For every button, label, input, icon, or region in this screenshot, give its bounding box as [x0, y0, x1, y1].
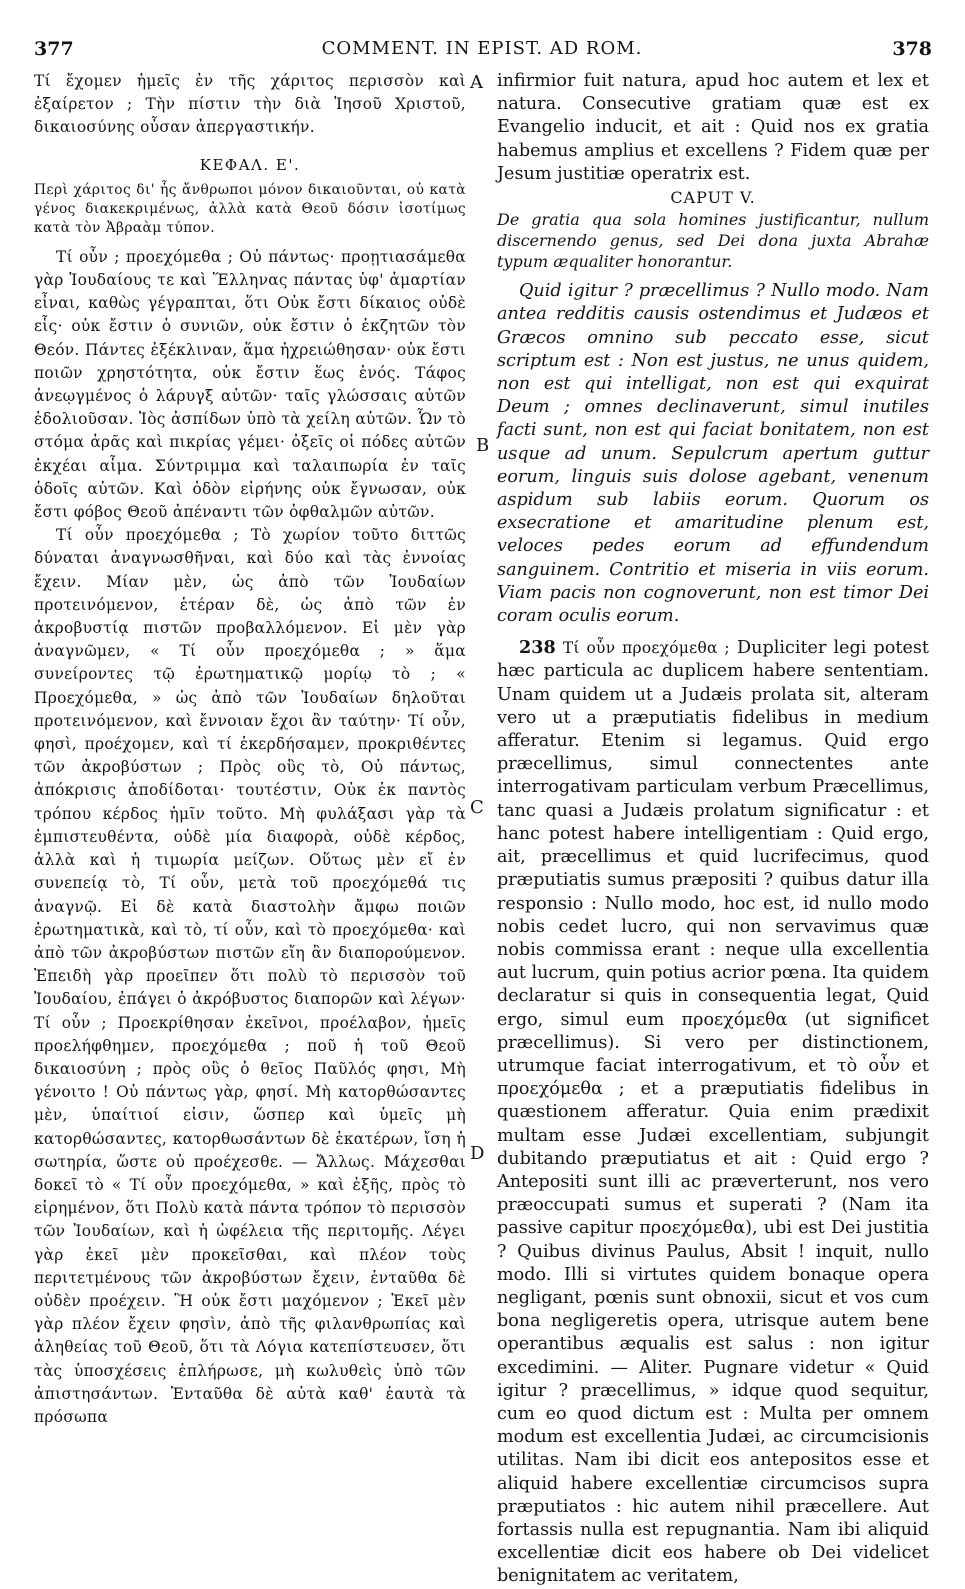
latin-column [497, 70, 929, 1587]
latin-paragraph-1-lead: Quid igitur ? præcellimus ? Nullo modo. [519, 281, 881, 302]
page-number-left: 377 [34, 38, 74, 60]
greek-intro: Τί ἔχομεν ἡμεῖς ἐν τῆς χάριτος περισσὸν καὶ ἐξαίρετον ; Τὴν πίστιν τὴν διὰ Ἰησοῦ Χριστοῦ, δικαιοσύνης οὖσαν ἀπεργαστικήν. [34, 72, 466, 137]
greek-column [34, 70, 466, 1540]
latin-paragraph-1-text: Nam antea redditis causis ostendimus et Judæos et Græcos omnino sub peccato esse, sicut scriptum est : Non est justus, ne unus quidem, non est qui intelligat, non est qui exquirat Deum ; omnes declinaverunt, simul inutiles facti sunt, non est qui faciat bonitatem, non est usque ad unum. Sepulcrum apertum guttur eorum, linguis suis dolose agebant, venenum aspidum sub labiis eorum. Quorum os exsecratione et amaritudine plenum est, veloces pedes eorum ad effundendum sanguinem. Contritio et miseria in viis eorum. Viam pacis non cognoverunt, non est timor Dei coram oculis eorum. [497, 281, 929, 627]
latin-chapter-heading: CAPUT V. [670, 188, 756, 208]
greek-chapter-heading: ΚΕΦΑΛ. Ε'. [199, 155, 301, 174]
latin-paragraph-2-text: Dupliciter legi potest hæc particula ac duplicem habere sententiam. Unam quidem ut a Judæis prolata sit, alteram vero ut a præputiatis fidelibus in medium afferatur. Etenim si legamus. Quid ergo præcellimus, simul connectentes ante interrogativam particulam verbum Præcellimus, tanc quasi a Judæis prolatum significatur : et hanc potest habere intelligentiam : Quid ergo, ait, præcellimus et quid lucrifecimus, quod præputiatis sumus præpositi ? quibus datur illa responsio : Nullo modo, hoc est, id nullo modo nobis cedet lucro, qui non servavimus quæ nobis commissa erant : neque ulla excellentia aut lucrum, quin potius acrior pœna. Ita quidem declaratur si quis in consequentia legat, Quid ergo, simul eum προεχόμεθα (ut significet præcellimus). Si vero per distinctionem, utrumque faciat interrogativum, et τὸ οὖν et προεχόμεθα ; et a præputiatis fidelibus in quæstionem afferatur. Quia enim prædixit multam esse Judæi excellentiam, subjungit dubitando præputiatus et ait : Quid ergo ? Antepositi sunt illi ac præverterunt, nos vero præoccupati sumus et superati ? (Nam ita passive capitur προεχόμεθα), ubi est Dei justitia ? Quibus divinus Paulus, Absit ! inquit, nullo modo. Illi si virtutes quidem bonaque opera negligant, pœnis sunt obnoxii, sicut et vos cum bona negligeretis opera, utrisque autem bene operantibus æqualis est salus : non igitur excedimini. — Aliter. Pugnare videtur « Quid igitur ? præcellimus, » idque quod sequitur, cum eo quod dictum est : Multa per omnem modum est excellentia Judæi, ac circumcisionis utilitas. Nam ibi dicit eos antepositos esse et aliquid habere excellentiæ circumcisos supra præputiatos : hic autem nihil præcellere. Aut fortassis nulla est repugnantia. Nam ibi aliquid excellentiæ dicit eos habere ob Dei videlicet benignitatem ac veritatem, [497, 638, 929, 1587]
latin-intro: infirmior fuit natura, apud hoc autem et lex et natura. Consecutive gratiam quæ est ex Evangelio inducit, et ait : Quid nos ex gratia habemus amplius et excellens ? Fidem quæ per Jesum justitiæ operatrix est. [497, 71, 929, 184]
latin-chapter-summary: De gratia qua sola homines justificantur, nullum discernendo genus, sed Dei dona juxta Abrahæ typum æqualiter honorantur. [497, 210, 929, 272]
greek-paragraph-2: Τί οὖν προεχόμεθα ; Τὸ χωρίον τοῦτο διττῶς δύναται ἀναγνωσθῆναι, καὶ δύο καὶ τὰς ἐννοίας ἔχειν. Μίαν μὲν, ὡς ἀπὸ τῶν Ἰουδαίων προτεινόμενον, ἑτέραν δὲ, ὡς ἀπὸ τῶν ἐν ἀκροβυστίᾳ πιστῶν προβαλλόμενον. Εἰ μὲν γὰρ ἀναγνῶμεν, « Τί οὖν προεχόμεθα ; » ἅμα συνείροντες τῷ ἐρωτηματικῷ μορίῳ τὸ ; « Προεχόμεθα, » ὡς ἀπὸ τῶν Ἰουδαίων δηλοῦται προτεινόμενον, καὶ ἔννοιαν ἔχοι ἂν ταύτην· Τί οὖν, φησὶ, προέχομεν, καὶ τί ἐκερδήσαμεν, προκριθέντες τῶν ἀκροβύστων ; Πρὸς οὓς τὸ, Οὐ πάντως, ἀπόκρισις ἀποδίδοται· τουτέστιν, Οὐκ ἐκ παντὸς τρόπου κέρδος ἡμῖν τοῦτο. Μὴ φυλάξασι γὰρ τὰ ἐμπιστευθέντα, οὐδὲ μία διαφορὰ, οὐδὲ κέρδος, ἀλλὰ καὶ ἡ τιμωρία μείζων. Οὕτως μὲν εἴ ἐν συνεπείᾳ τὸ, Τί οὖν, μετὰ τοῦ προεχόμεθά τις ἀναγνῷ. Εἰ δὲ κατὰ διαστολὴν ἄμφω ποιῶν ἐρωτηματικὰ, καὶ τὸ, τί οὖν, καὶ τὸ προεχόμεθα· καὶ ἀπὸ τῶν ἀκροβύστων πιστῶν εἴη ἂν διαπορούμενον. Ἐπειδὴ γὰρ προεῖπεν ὅτι πολὺ τὸ περισσὸν τοῦ Ἰουδαίου, ἐπάγει ὁ ἀκρόβυστος διαπορῶν καὶ λέγων· Τί οὖν ; Προεκρίθησαν ἐκεῖνοι, προέλαβον, ἡμεῖς προελήφθημεν, προεχόμεθα ; ποῦ ἡ τοῦ Θεοῦ δικαιοσύνη ; πρὸς οὓς ὁ θεῖος Παῦλός φησι, Μὴ γένοιτο ! Οὐ πάντως γὰρ, φησί. Μὴ κατορθώσαντες μὲν, ὑπαίτιοί εἰσιν, ὥσπερ καὶ ὑμεῖς μὴ κατορθώσαντες, κατορθωσάντων δὲ ἑκατέρων, ἴση ἡ σωτηρία, ὥστε οὐ προέχεσθε. — Ἄλλως. Μάχεσθαι δοκεῖ τὸ « Τί οὖν προεχόμεθα, » καὶ ἑξῆς, πρὸς τὸ εἰρημένον, ὅτι Πολὺ κατὰ πάντα τρόπον τὸ περισσὸν τῶν Ἰουδαίων, καὶ ἡ ὠφέλεια τῆς περιτομῆς. Λέγει γὰρ ἐκεῖ μὲν προκεῖσθαι, καὶ πλέον τοὺς περιτετμένους τῶν ἀκροβύστων ἔχειν, ἐνταῦθα δὲ οὐδὲν προέχειν. Ἢ οὐκ ἔστι μαχόμενον ; Ἐκεῖ μὲν γὰρ πλέον ἔχειν φησὶν, ἀπὸ τῆς φιλανθρωπίας καὶ ἀληθείας τοῦ Θεοῦ, ὅτι τὰ Λόγια κατεπίστευσεν, ὅτι τὰς ὑποσχέσεις ἐπλήρωσε, μὴ κωλυθεὶς ὑπὸ τῶν ἀπιστησάντων. Ἐνταῦθα δὲ αὐτὰ καθ' ἑαυτὰ τὰ πρόσωπα [34, 526, 466, 1426]
greek-paragraph-1: Τί οὖν ; προεχόμεθα ; Οὐ πάντως· προῃτιασάμεθα γὰρ Ἰουδαίους τε καὶ Ἕλληνας πάντας ὑφ' ἁμαρτίαν εἶναι, καθὼς γέγραπται, ὅτι Οὐκ ἔστι δίκαιος οὐδὲ εἷς· οὐκ ἔστιν ὁ συνιῶν, οὐκ ἔστιν ὁ ἐκζητῶν τὸν Θεόν. Πάντες ἐξέκλιναν, ἅμα ἠχρειώθησαν· οὐκ ἔστι ποιῶν χρηστότητα, οὐκ ἔστιν ἕως ἑνός. Τάφος ἀνεῳγμένος ὁ λάρυγξ αὐτῶν· ταῖς γλώσσαις αὐτῶν ἐδολιοῦσαν. Ἰὸς ἀσπίδων ὑπὸ τὰ χείλη αὐτῶν. Ὧν τὸ στόμα ἀρᾶς καὶ πικρίας γέμει· ὀξεῖς οἱ πόδες αὐτῶν ἐκχέαι αἷμα. Σύντριμμα καὶ ταλαιπωρία ἐν ταῖς ὁδοῖς αὐτῶν. Καὶ ὁδὸν εἰρήνης οὐκ ἔγνωσαν, οὐκ ἔστι φόβος Θεοῦ ἀπέναντι τῶν ὀφθαλμῶν αὐτῶν. [34, 247, 466, 522]
margin-letter-a: A [470, 72, 483, 93]
running-title: COMMENT. IN EPIST. AD ROM. [321, 38, 643, 59]
running-header [32, 38, 932, 64]
latin-paragraph-2 [497, 636, 929, 1588]
greek-chapter-summary: Περὶ χάριτος δι' ἧς ἄνθρωποι μόνον δικαιοῦνται, οὐ κατὰ γένος διακεκριμένως, ἀλλὰ κατὰ Θεοῦ δόσιν ἰσοτίμως κατὰ τὸν Ἀβραὰμ τύπον. [34, 181, 466, 236]
greek-lemma: Τί οὖν προεχόμεθα ; [562, 639, 730, 658]
latin-paragraph-1 [497, 280, 929, 628]
margin-letter-c: C [470, 797, 484, 818]
section-number: 238 [519, 637, 556, 659]
page-number-right: 378 [892, 38, 932, 60]
margin-letter-b: B [476, 435, 490, 456]
margin-letter-d: D [470, 1143, 485, 1164]
